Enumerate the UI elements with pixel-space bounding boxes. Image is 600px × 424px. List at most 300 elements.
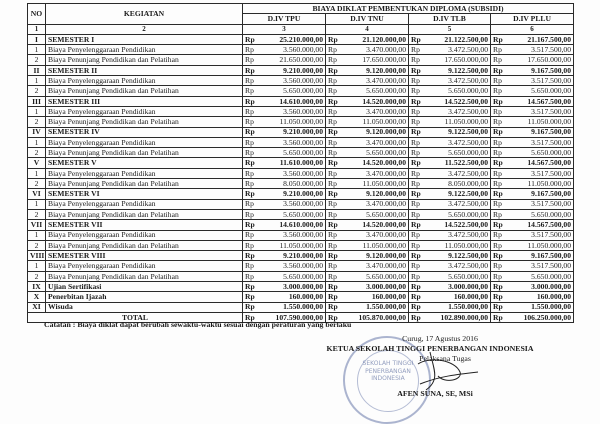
- header-kegiatan: KEGIATAN: [46, 4, 243, 25]
- amount-cell: 3.470.000,00: [342, 76, 409, 86]
- currency-label: Rp: [243, 55, 259, 65]
- row-label: SEMESTER VIII: [46, 251, 243, 261]
- row-label: SEMESTER III: [46, 96, 243, 106]
- currency-label: Rp: [491, 65, 507, 75]
- table-row: [28, 302, 574, 312]
- currency-label: Rp: [409, 271, 425, 281]
- amount-cell: 9.120.000,00: [342, 251, 409, 261]
- row-label: Biaya Penunjang Pendidikan dan Pelatihan: [46, 209, 243, 219]
- col-number: 4: [326, 24, 409, 34]
- amount-cell: 5.650.000,00: [342, 86, 409, 96]
- signatory-subtitle: Pelaksana Tugas: [419, 354, 471, 363]
- place-date: Curug, 17 Agustus 2016: [402, 334, 478, 343]
- row-label: SEMESTER I: [46, 34, 243, 44]
- amount-cell: 9.122.500,00: [425, 251, 491, 261]
- currency-label: Rp: [409, 127, 425, 137]
- currency-label: Rp: [243, 282, 259, 292]
- amount-cell: 5.650.000,00: [342, 148, 409, 158]
- currency-label: Rp: [491, 251, 507, 261]
- amount-cell: 14.567.500,00: [507, 220, 574, 230]
- row-number: 1: [28, 261, 46, 271]
- table-row: [28, 158, 574, 168]
- currency-label: Rp: [326, 230, 342, 240]
- amount-cell: 11.050.000,00: [507, 179, 574, 189]
- row-number: 1: [28, 76, 46, 86]
- amount-cell: 9.120.000,00: [342, 189, 409, 199]
- currency-label: Rp: [491, 312, 507, 322]
- amount-cell: 9.122.500,00: [425, 127, 491, 137]
- currency-label: Rp: [326, 220, 342, 230]
- table-row: [28, 292, 574, 302]
- header-program: D.IV TNU: [326, 14, 409, 24]
- currency-label: Rp: [326, 292, 342, 302]
- amount-cell: 11.050.000,00: [259, 240, 326, 250]
- currency-label: Rp: [326, 209, 342, 219]
- amount-cell: 3.517.500,00: [507, 137, 574, 147]
- amount-cell: 11.050.000,00: [342, 179, 409, 189]
- currency-label: Rp: [409, 230, 425, 240]
- amount-cell: 9.210.000,00: [259, 127, 326, 137]
- row-label: Biaya Penunjang Pendidikan dan Pelatihan: [46, 179, 243, 189]
- table-row: [28, 240, 574, 250]
- amount-cell: 21.650.000,00: [259, 55, 326, 65]
- currency-label: Rp: [243, 199, 259, 209]
- currency-label: Rp: [243, 158, 259, 168]
- currency-label: Rp: [491, 117, 507, 127]
- currency-label: Rp: [409, 251, 425, 261]
- table-row: [28, 271, 574, 281]
- table-row: [28, 282, 574, 292]
- amount-cell: 5.650.000,00: [259, 271, 326, 281]
- currency-label: Rp: [243, 137, 259, 147]
- col-number: 2: [46, 24, 243, 34]
- currency-label: Rp: [491, 148, 507, 158]
- amount-cell: 3.470.000,00: [342, 137, 409, 147]
- amount-cell: 11.050.000,00: [342, 240, 409, 250]
- amount-cell: 14.610.000,00: [259, 220, 326, 230]
- amount-cell: 3.000.000,00: [425, 282, 491, 292]
- currency-label: Rp: [243, 65, 259, 75]
- amount-cell: 3.472.500,00: [425, 45, 491, 55]
- amount-cell: 14.520.000,00: [342, 96, 409, 106]
- currency-label: Rp: [409, 148, 425, 158]
- header-no: NO: [28, 4, 46, 25]
- amount-cell: 5.650.000,00: [259, 148, 326, 158]
- row-label: Biaya Penunjang Pendidikan dan Pelatihan: [46, 117, 243, 127]
- amount-cell: 9.210.000,00: [259, 189, 326, 199]
- currency-label: Rp: [409, 240, 425, 250]
- amount-cell: 3.560.000,00: [259, 45, 326, 55]
- currency-label: Rp: [326, 45, 342, 55]
- amount-cell: 3.560.000,00: [259, 168, 326, 178]
- currency-label: Rp: [491, 55, 507, 65]
- amount-cell: 3.517.500,00: [507, 76, 574, 86]
- amount-cell: 21.167.500,00: [507, 34, 574, 44]
- currency-label: Rp: [243, 292, 259, 302]
- amount-cell: 8.050.000,00: [259, 179, 326, 189]
- header-program: D.IV PLLU: [491, 14, 574, 24]
- total-label: TOTAL: [28, 312, 243, 322]
- currency-label: Rp: [409, 179, 425, 189]
- amount-cell: 21.120.000,00: [342, 34, 409, 44]
- table-row: [28, 137, 574, 147]
- amount-cell: 11.610.000,00: [259, 158, 326, 168]
- currency-label: Rp: [491, 106, 507, 116]
- amount-cell: 5.650.000,00: [507, 209, 574, 219]
- currency-label: Rp: [243, 127, 259, 137]
- currency-label: Rp: [491, 189, 507, 199]
- row-number: II: [28, 65, 46, 75]
- currency-label: Rp: [326, 55, 342, 65]
- amount-cell: 3.472.500,00: [425, 168, 491, 178]
- amount-cell: 3.517.500,00: [507, 261, 574, 271]
- currency-label: Rp: [409, 34, 425, 44]
- table-row: [28, 189, 574, 199]
- row-number: 2: [28, 117, 46, 127]
- amount-cell: 14.567.500,00: [507, 96, 574, 106]
- currency-label: Rp: [243, 34, 259, 44]
- row-label: Penerbitan Ijazah: [46, 292, 243, 302]
- currency-label: Rp: [409, 292, 425, 302]
- row-label: Biaya Penyelenggaraan Pendidikan: [46, 137, 243, 147]
- amount-cell: 25.210.000,00: [259, 34, 326, 44]
- currency-label: Rp: [326, 271, 342, 281]
- row-number: VIII: [28, 251, 46, 261]
- currency-label: Rp: [243, 179, 259, 189]
- header-group: BIAYA DIKLAT PEMBENTUKAN DIPLOMA (SUBSIDI): [243, 4, 574, 14]
- currency-label: Rp: [326, 189, 342, 199]
- row-number: VI: [28, 189, 46, 199]
- amount-cell: 9.167.500,00: [507, 127, 574, 137]
- amount-cell: 9.122.500,00: [425, 189, 491, 199]
- currency-label: Rp: [326, 179, 342, 189]
- amount-cell: 3.517.500,00: [507, 106, 574, 116]
- amount-cell: 14.567.500,00: [507, 158, 574, 168]
- amount-cell: 3.470.000,00: [342, 106, 409, 116]
- currency-label: Rp: [326, 148, 342, 158]
- amount-cell: 9.167.500,00: [507, 251, 574, 261]
- total-amount: 107.590.000,00: [259, 312, 326, 322]
- row-label: SEMESTER II: [46, 65, 243, 75]
- amount-cell: 9.167.500,00: [507, 65, 574, 75]
- amount-cell: 5.650.000,00: [425, 148, 491, 158]
- currency-label: Rp: [243, 251, 259, 261]
- currency-label: Rp: [491, 220, 507, 230]
- currency-label: Rp: [243, 189, 259, 199]
- row-number: XI: [28, 302, 46, 312]
- currency-label: Rp: [409, 96, 425, 106]
- col-number: 6: [491, 24, 574, 34]
- amount-cell: 3.000.000,00: [342, 282, 409, 292]
- currency-label: Rp: [491, 45, 507, 55]
- currency-label: Rp: [326, 158, 342, 168]
- currency-label: Rp: [243, 209, 259, 219]
- table-row: [28, 199, 574, 209]
- currency-label: Rp: [326, 96, 342, 106]
- row-number: VII: [28, 220, 46, 230]
- currency-label: Rp: [326, 76, 342, 86]
- currency-label: Rp: [326, 199, 342, 209]
- header-program: D.IV TPU: [243, 14, 326, 24]
- currency-label: Rp: [326, 86, 342, 96]
- table-row: [28, 251, 574, 261]
- amount-cell: 3.472.500,00: [425, 106, 491, 116]
- currency-label: Rp: [409, 158, 425, 168]
- amount-cell: 5.650.000,00: [342, 209, 409, 219]
- amount-cell: 3.470.000,00: [342, 261, 409, 271]
- row-label: Biaya Penyelenggaraan Pendidikan: [46, 199, 243, 209]
- amount-cell: 3.517.500,00: [507, 199, 574, 209]
- currency-label: Rp: [243, 261, 259, 271]
- table-row: [28, 76, 574, 86]
- row-number: 2: [28, 271, 46, 281]
- currency-label: Rp: [409, 199, 425, 209]
- amount-cell: 14.522.500,00: [425, 220, 491, 230]
- currency-label: Rp: [326, 127, 342, 137]
- row-label: Biaya Penyelenggaraan Pendidikan: [46, 230, 243, 240]
- row-label: Biaya Penyelenggaraan Pendidikan: [46, 261, 243, 271]
- amount-cell: 3.470.000,00: [342, 199, 409, 209]
- currency-label: Rp: [409, 117, 425, 127]
- row-label: Wisuda: [46, 302, 243, 312]
- row-label: SEMESTER IV: [46, 127, 243, 137]
- currency-label: Rp: [243, 240, 259, 250]
- row-number: 2: [28, 86, 46, 96]
- amount-cell: 3.560.000,00: [259, 199, 326, 209]
- amount-cell: 3.470.000,00: [342, 230, 409, 240]
- row-label: SEMESTER V: [46, 158, 243, 168]
- amount-cell: 11.522.500,00: [425, 158, 491, 168]
- currency-label: Rp: [491, 199, 507, 209]
- currency-label: Rp: [243, 312, 259, 322]
- table-row: [28, 86, 574, 96]
- currency-label: Rp: [243, 106, 259, 116]
- currency-label: Rp: [243, 117, 259, 127]
- currency-label: Rp: [409, 76, 425, 86]
- amount-cell: 3.560.000,00: [259, 106, 326, 116]
- amount-cell: 1.550.000,00: [425, 302, 491, 312]
- currency-label: Rp: [326, 312, 342, 322]
- currency-label: Rp: [409, 168, 425, 178]
- currency-label: Rp: [491, 292, 507, 302]
- handwritten-signature: [400, 350, 490, 395]
- currency-label: Rp: [409, 261, 425, 271]
- currency-label: Rp: [326, 240, 342, 250]
- amount-cell: 3.472.500,00: [425, 230, 491, 240]
- row-label: Biaya Penyelenggaraan Pendidikan: [46, 76, 243, 86]
- row-number: I: [28, 34, 46, 44]
- amount-cell: 9.210.000,00: [259, 251, 326, 261]
- currency-label: Rp: [491, 96, 507, 106]
- currency-label: Rp: [326, 65, 342, 75]
- signatory-title: KETUA SEKOLAH TINGGI PENERBANGAN INDONESIA: [326, 344, 534, 353]
- amount-cell: 3.560.000,00: [259, 230, 326, 240]
- header-program: D.IV TLB: [409, 14, 491, 24]
- row-label: Biaya Penyelenggaraan Pendidikan: [46, 45, 243, 55]
- amount-cell: 3.470.000,00: [342, 45, 409, 55]
- row-number: 2: [28, 55, 46, 65]
- amount-cell: 3.472.500,00: [425, 199, 491, 209]
- currency-label: Rp: [409, 282, 425, 292]
- table-row: [28, 209, 574, 219]
- row-number: IV: [28, 127, 46, 137]
- currency-label: Rp: [491, 271, 507, 281]
- currency-label: Rp: [491, 179, 507, 189]
- currency-label: Rp: [326, 168, 342, 178]
- currency-label: Rp: [409, 45, 425, 55]
- col-number: 5: [409, 24, 491, 34]
- currency-label: Rp: [243, 230, 259, 240]
- amount-cell: 5.650.000,00: [425, 271, 491, 281]
- amount-cell: 11.050.000,00: [342, 117, 409, 127]
- row-number: 2: [28, 240, 46, 250]
- row-number: 1: [28, 45, 46, 55]
- amount-cell: 3.560.000,00: [259, 76, 326, 86]
- amount-cell: 14.610.000,00: [259, 96, 326, 106]
- row-label: Biaya Penunjang Pendidikan dan Pelatihan: [46, 240, 243, 250]
- amount-cell: 5.650.000,00: [507, 148, 574, 158]
- amount-cell: 160.000,00: [425, 292, 491, 302]
- currency-label: Rp: [326, 137, 342, 147]
- amount-cell: 5.650.000,00: [425, 86, 491, 96]
- amount-cell: 9.120.000,00: [342, 127, 409, 137]
- amount-cell: 9.122.500,00: [425, 65, 491, 75]
- currency-label: Rp: [326, 261, 342, 271]
- amount-cell: 17.650.000,00: [507, 55, 574, 65]
- amount-cell: 1.550.000,00: [259, 302, 326, 312]
- amount-cell: 8.050.000,00: [425, 179, 491, 189]
- amount-cell: 1.550.000,00: [342, 302, 409, 312]
- currency-label: Rp: [491, 261, 507, 271]
- amount-cell: 5.650.000,00: [507, 86, 574, 96]
- currency-label: Rp: [243, 96, 259, 106]
- amount-cell: 3.560.000,00: [259, 261, 326, 271]
- amount-cell: 1.550.000,00: [507, 302, 574, 312]
- signatory-name: AFEN SUNA, SE, MSi: [397, 389, 473, 398]
- amount-cell: 3.000.000,00: [259, 282, 326, 292]
- amount-cell: 21.122.500,00: [425, 34, 491, 44]
- table-row: [28, 106, 574, 116]
- amount-cell: 3.472.500,00: [425, 261, 491, 271]
- currency-label: Rp: [409, 189, 425, 199]
- amount-cell: 3.470.000,00: [342, 168, 409, 178]
- currency-label: Rp: [243, 148, 259, 158]
- currency-label: Rp: [409, 137, 425, 147]
- currency-label: Rp: [326, 282, 342, 292]
- row-number: X: [28, 292, 46, 302]
- currency-label: Rp: [326, 106, 342, 116]
- currency-label: Rp: [409, 302, 425, 312]
- amount-cell: 11.050.000,00: [507, 117, 574, 127]
- table-row: [28, 179, 574, 189]
- stamp-text: SEKOLAH TINGGI PENERBANGAN INDONESIA: [362, 360, 414, 382]
- amount-cell: 14.520.000,00: [342, 220, 409, 230]
- amount-cell: 3.000.000,00: [507, 282, 574, 292]
- amount-cell: 3.517.500,00: [507, 45, 574, 55]
- row-number: 2: [28, 148, 46, 158]
- table-row: [28, 261, 574, 271]
- row-label: Biaya Penunjang Pendidikan dan Pelatihan: [46, 271, 243, 281]
- row-label: Biaya Penunjang Pendidikan dan Pelatihan: [46, 148, 243, 158]
- amount-cell: 5.650.000,00: [342, 271, 409, 281]
- total-amount: 105.870.000,00: [342, 312, 409, 322]
- currency-label: Rp: [326, 34, 342, 44]
- amount-cell: 3.560.000,00: [259, 137, 326, 147]
- currency-label: Rp: [409, 220, 425, 230]
- currency-label: Rp: [326, 251, 342, 261]
- currency-label: Rp: [491, 168, 507, 178]
- row-number: 1: [28, 199, 46, 209]
- amount-cell: 11.050.000,00: [259, 117, 326, 127]
- row-number: 1: [28, 168, 46, 178]
- currency-label: Rp: [243, 220, 259, 230]
- table-row: [28, 55, 574, 65]
- table-row: [28, 148, 574, 158]
- table-row: [28, 34, 574, 44]
- row-number: 2: [28, 179, 46, 189]
- table-row: [28, 127, 574, 137]
- currency-label: Rp: [491, 302, 507, 312]
- currency-label: Rp: [243, 168, 259, 178]
- currency-label: Rp: [491, 127, 507, 137]
- amount-cell: 3.472.500,00: [425, 76, 491, 86]
- amount-cell: 160.000,00: [342, 292, 409, 302]
- table-row: [28, 220, 574, 230]
- row-number: 1: [28, 230, 46, 240]
- currency-label: Rp: [409, 55, 425, 65]
- row-number: IX: [28, 282, 46, 292]
- cost-table: [27, 3, 574, 323]
- amount-cell: 160.000,00: [259, 292, 326, 302]
- table-row: [28, 45, 574, 55]
- amount-cell: 3.517.500,00: [507, 230, 574, 240]
- amount-cell: 11.050.000,00: [425, 240, 491, 250]
- table-row: [28, 168, 574, 178]
- row-label: Biaya Penyelenggaraan Pendidikan: [46, 106, 243, 116]
- row-number: III: [28, 96, 46, 106]
- amount-cell: 3.472.500,00: [425, 137, 491, 147]
- amount-cell: 9.120.000,00: [342, 65, 409, 75]
- total-amount: 106.250.000,00: [507, 312, 574, 322]
- row-label: Biaya Penunjang Pendidikan dan Pelatihan: [46, 86, 243, 96]
- currency-label: Rp: [326, 302, 342, 312]
- amount-cell: 5.650.000,00: [425, 209, 491, 219]
- row-label: SEMESTER VI: [46, 189, 243, 199]
- currency-label: Rp: [491, 76, 507, 86]
- row-label: Biaya Penyelenggaraan Pendidikan: [46, 168, 243, 178]
- amount-cell: 11.050.000,00: [425, 117, 491, 127]
- table-row: [28, 96, 574, 106]
- currency-label: Rp: [243, 86, 259, 96]
- amount-cell: 9.210.000,00: [259, 65, 326, 75]
- col-number: 3: [243, 24, 326, 34]
- currency-label: Rp: [491, 240, 507, 250]
- row-number: 1: [28, 137, 46, 147]
- table-row: [28, 65, 574, 75]
- table-row: [28, 117, 574, 127]
- note-text: Catatan : Biaya diklat dapat berubah sewaktu-waktu sesuai dengan peraturan yang berlaku: [44, 320, 352, 329]
- currency-label: Rp: [243, 302, 259, 312]
- currency-label: Rp: [491, 158, 507, 168]
- row-number: V: [28, 158, 46, 168]
- row-label: SEMESTER VII: [46, 220, 243, 230]
- amount-cell: 17.650.000,00: [425, 55, 491, 65]
- currency-label: Rp: [491, 137, 507, 147]
- currency-label: Rp: [491, 209, 507, 219]
- currency-label: Rp: [491, 230, 507, 240]
- currency-label: Rp: [409, 86, 425, 96]
- currency-label: Rp: [243, 76, 259, 86]
